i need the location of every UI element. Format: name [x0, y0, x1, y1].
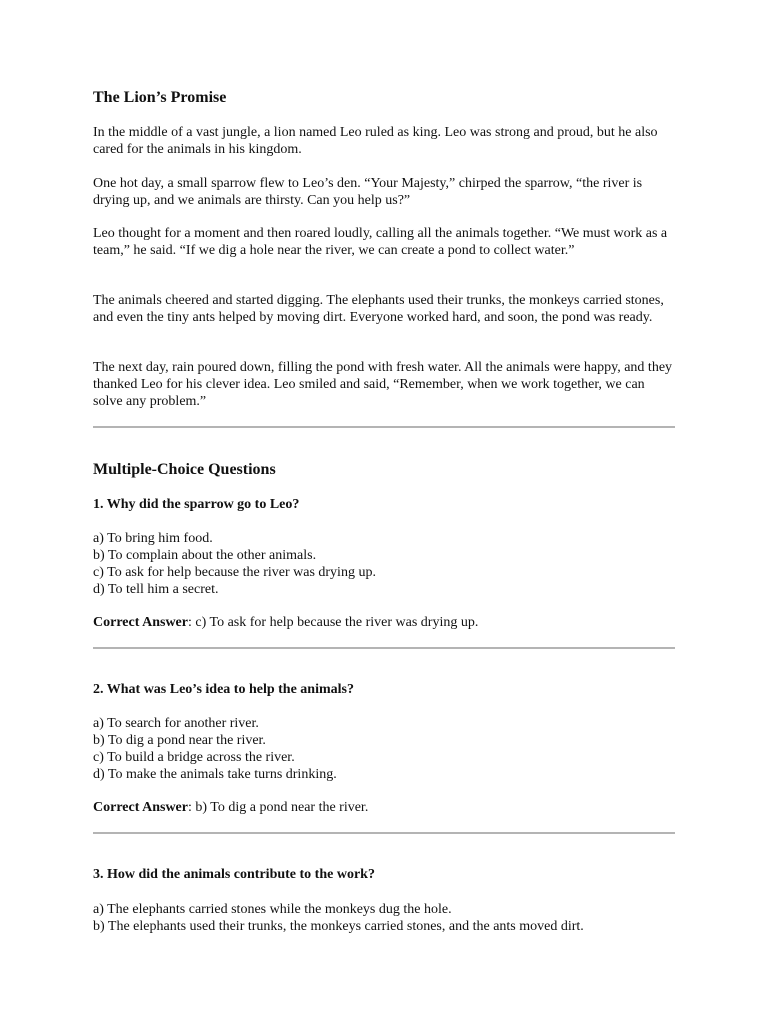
question-1-option-a: a) To bring him food.	[93, 531, 213, 546]
story-paragraph-1: In the middle of a vast jungle, a lion named Leo ruled as king. Leo was strong and proud, but he also cared for the animals in his kingdom.	[93, 125, 658, 157]
question-3: 3. How did the animals contribute to the work?	[93, 867, 375, 882]
question-divider-2	[93, 832, 675, 834]
question-divider-1	[93, 647, 675, 649]
question-2: 2. What was Leo’s idea to help the animals?	[93, 682, 354, 697]
question-1-option-b: b) To complain about the other animals.	[93, 548, 317, 563]
question-1-option-c: c) To ask for help because the river was drying up.	[93, 565, 376, 580]
question-1-correct-answer	[93, 614, 478, 631]
correct-answer-text: : c) To ask for help because the river was drying up.	[188, 615, 479, 630]
story-paragraph-2: One hot day, a small sparrow flew to Leo’s den. “Your Majesty,” chirped the sparrow, “the river is drying up, and we animals are thirsty. Can you help us?”	[93, 176, 643, 208]
story-title: The Lion’s Promise	[93, 89, 227, 106]
question-2-option-d: d) To make the animals take turns drinking.	[93, 767, 337, 782]
story-paragraph-3: Leo thought for a moment and then roared loudly, calling all the animals together. “We must work as a team,” he said. “If we dig a hole near the river, we can create a pond to collect water.”	[93, 226, 668, 258]
question-2-option-a: a) To search for another river.	[93, 716, 259, 731]
question-1-options	[93, 530, 376, 598]
story-paragraph-5: The next day, rain poured down, filling the pond with fresh water. All the animals were happy, and they thanked Leo for his clever idea. Leo smiled and said, “Remember, when we work together, we can solve any problem.”	[93, 360, 673, 409]
question-1-option-d: d) To tell him a secret.	[93, 582, 219, 597]
question-3-option-a: a) The elephants carried stones while the monkeys dug the hole.	[93, 902, 452, 917]
correct-answer-label: Correct Answer	[93, 615, 188, 630]
question-2-option-b: b) To dig a pond near the river.	[93, 733, 266, 748]
section-divider	[93, 426, 675, 428]
correct-answer-text: : b) To dig a pond near the river.	[188, 800, 369, 815]
quiz-heading: Multiple-Choice Questions	[93, 461, 276, 478]
question-1: 1. Why did the sparrow go to Leo?	[93, 497, 300, 512]
question-3-options	[93, 901, 584, 935]
question-3-option-b: b) The elephants used their trunks, the monkeys carried stones, and the ants moved dirt.	[93, 919, 584, 934]
question-2-correct-answer	[93, 799, 368, 816]
question-2-option-c: c) To build a bridge across the river.	[93, 750, 295, 765]
correct-answer-label: Correct Answer	[93, 800, 188, 815]
story-paragraph-4: The animals cheered and started digging. The elephants used their trunks, the monkeys carried stones, and even the tiny ants helped by moving dirt. Everyone worked hard, and soon, the pond was ready.	[93, 293, 664, 325]
question-2-options	[93, 715, 337, 783]
